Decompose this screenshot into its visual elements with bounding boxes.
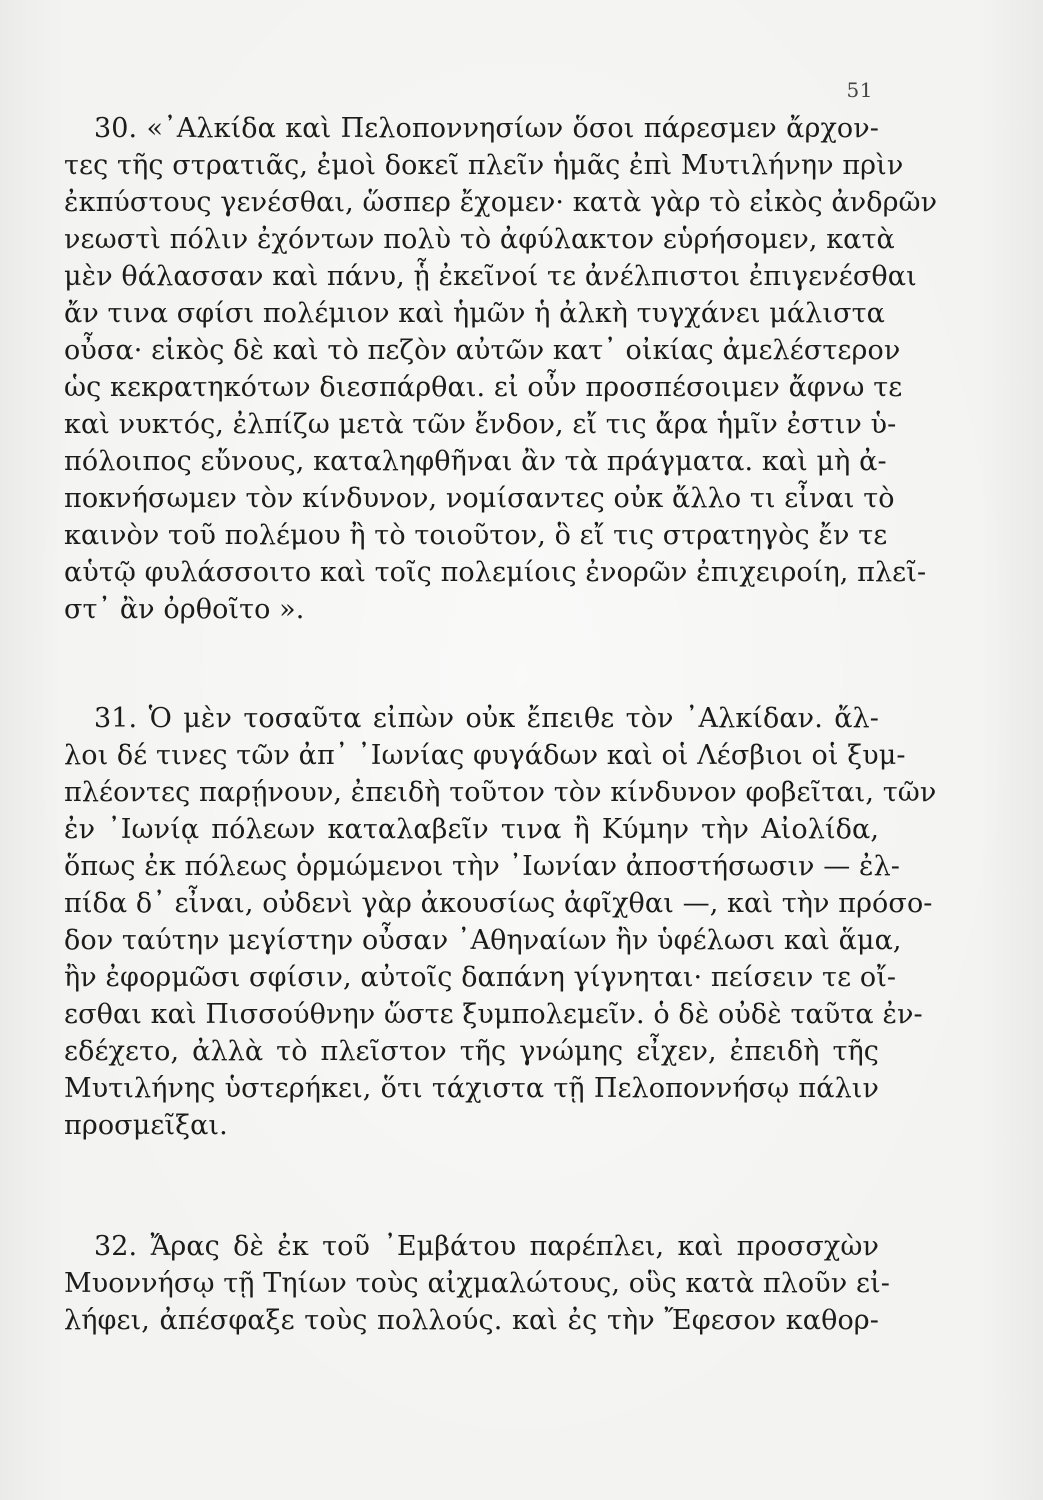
text-line: 32. Ἄρας δὲ ἐκ τοῦ ᾽Εμβάτου παρέπλει, καὶ προσσχὼν: [94, 1231, 879, 1262]
text-line: ποκνήσωμεν τὸν κίνδυνον, νομίσαντες οὐκ ἄλλο τι εἶναι τὸ: [64, 483, 895, 514]
text-line: λοι δέ τινες τῶν ἀπ᾽ ᾽Ιωνίας φυγάδων καὶ οἱ Λέσβιοι οἱ ξυμ-: [64, 740, 906, 771]
text-line: προσμεῖξαι.: [64, 1110, 228, 1141]
text-line: μὲν θάλασσαν καὶ πάνυ, ᾗ ἐκεῖνοί τε ἀνέλπιστοι ἐπιγενέσθαι: [64, 261, 917, 292]
text-line: δον ταύτην μεγίστην οὖσαν ᾽Αθηναίων ἢν ὑφέλωσι καὶ ἅμα,: [64, 925, 902, 956]
text-line: ὡς κεκρατηκότων διεσπάρθαι. εἰ οὖν προσπέσοιμεν ἄφνω τε: [64, 372, 903, 403]
text-line: ἐν ᾽Ιωνίᾳ πόλεων καταλαβεῖν τινα ἢ Κύμην τὴν Αἰολίδα,: [64, 814, 879, 845]
text-line: Μυοννήσῳ τῇ Τηίων τοὺς αἰχμαλώτους, οὓς κατὰ πλοῦν εἰ-: [64, 1268, 890, 1299]
text-line: τες τῆς στρατιᾶς, ἐμοὶ δοκεῖ πλεῖν ἡμᾶς ἐπὶ Μυτιλήνην πρὶν: [64, 150, 904, 181]
text-line: λήφει, ἀπέσφαξε τοὺς πολλούς. καὶ ἐς τὴν Ἔφεσον καθορ-: [64, 1305, 879, 1336]
text-line: στ᾽ ἂν ὀρθοῖτο ».: [64, 594, 305, 625]
text-line: καινὸν τοῦ πολέμου ἢ τὸ τοιοῦτον, ὃ εἴ τις στρατηγὸς ἔν τε: [64, 520, 888, 551]
page-number: 51: [846, 78, 873, 102]
section-30-paragraph: [64, 110, 938, 628]
text-line: Μυτιλήνης ὑστερήκει, ὅτι τάχιστα τῇ Πελοποννήσῳ πάλιν: [64, 1073, 879, 1104]
text-line: ὅπως ἐκ πόλεως ὁρμώμενοι τὴν ᾽Ιωνίαν ἀποστήσωσιν — ἐλ-: [64, 851, 901, 882]
text-line: νεωστὶ πόλιν ἐχόντων πολὺ τὸ ἀφύλακτον εὑρήσομεν, κατὰ: [64, 224, 895, 255]
text-line: οὖσα· εἰκὸς δὲ καὶ τὸ πεζὸν αὐτῶν κατ᾽ οἰκίας ἀμελέστερον: [64, 335, 901, 366]
text-line: πόλοιπος εὔνους, καταληφθῆναι ἂν τὰ πράγματα. καὶ μὴ ἀ-: [64, 446, 887, 477]
section-32-paragraph: [64, 1228, 890, 1339]
text-line: αὑτῷ φυλάσσοιτο καὶ τοῖς πολεμίοις ἐνορῶν ἐπιχειροίη, πλεῖ-: [64, 557, 927, 588]
section-31-paragraph: [64, 700, 937, 1144]
text-line: 30. «᾽Αλκίδα καὶ Πελοποννησίων ὅσοι πάρεσμεν ἄρχον-: [94, 113, 879, 144]
text-line: εδέχετο, ἀλλὰ τὸ πλεῖστον τῆς γνώμης εἶχεν, ἐπειδὴ τῆς: [64, 1036, 879, 1067]
text-line: ἄν τινα σφίσι πολέμιον καὶ ἡμῶν ἡ ἀλκὴ τυγχάνει μάλιστα: [64, 298, 885, 329]
text-line: 31. Ὁ μὲν τοσαῦτα εἰπὼν οὐκ ἔπειθε τὸν ᾽Αλκίδαν. ἄλ-: [94, 703, 879, 734]
text-line: πλέοντες παρῄνουν, ἐπειδὴ τοῦτον τὸν κίνδυνον φοβεῖται, τῶν: [64, 777, 937, 808]
text-line: ἐκπύστους γενέσθαι, ὥσπερ ἔχομεν· κατὰ γὰρ τὸ εἰκὸς ἀνδρῶν: [64, 187, 938, 218]
text-line: ἢν ἐφορμῶσι σφίσιν, αὐτοῖς δαπάνη γίγνηται· πείσειν τε οἴ-: [64, 962, 897, 993]
text-line: εσθαι καὶ Πισσούθνην ὥστε ξυμπολεμεῖν. ὁ δὲ οὐδὲ ταῦτα ἐν-: [64, 999, 923, 1030]
text-line: καὶ νυκτός, ἐλπίζω μετὰ τῶν ἔνδον, εἴ τις ἄρα ἡμῖν ἐστιν ὑ-: [64, 409, 897, 440]
text-line: πίδα δ᾽ εἶναι, οὐδενὶ γὰρ ἀκουσίως ἀφῖχθαι —, καὶ τὴν πρόσο-: [64, 888, 933, 919]
